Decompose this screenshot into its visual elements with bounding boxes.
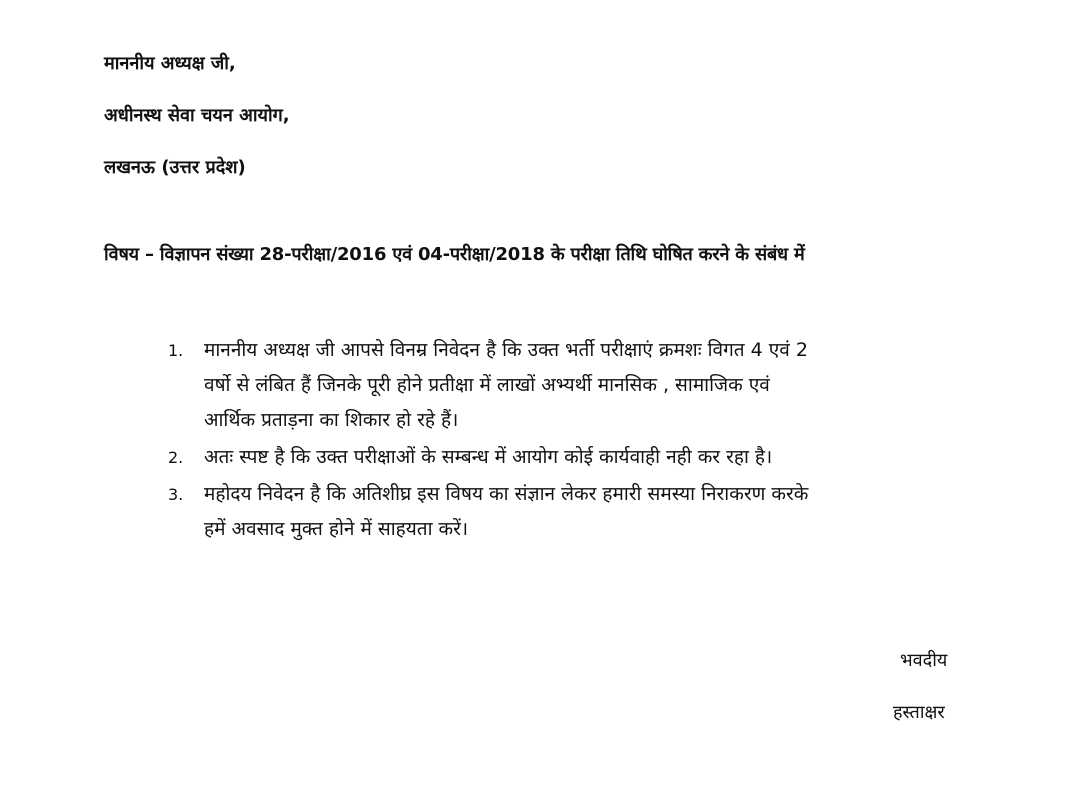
point-item-1 xyxy=(168,333,968,438)
addressee-line-1: माननीय अध्यक्ष जी, xyxy=(104,53,236,74)
point-item-3 xyxy=(168,477,968,547)
point-number: 2. xyxy=(168,448,184,467)
point-text-line: हमें अवसाद मुक्त होने में साहयता करें। xyxy=(204,518,469,540)
point-number: 3. xyxy=(168,485,184,504)
point-item-2 xyxy=(168,440,968,475)
addressee-line-3: लखनऊ (उत्तर प्रदेश) xyxy=(104,157,246,178)
point-number: 1. xyxy=(168,341,184,360)
subject-line: विषय – विज्ञापन संख्या 28-परीक्षा/2016 एवं 04-परीक्षा/2018 के परीक्षा तिथि घोषित करने के संबंध में xyxy=(104,244,805,265)
valediction: भवदीय xyxy=(900,650,948,671)
point-text-line: आर्थिक प्रताड़ना का शिकार हो रहे हैं। xyxy=(204,409,459,431)
point-text-line: अतः स्पष्ट है कि उक्त परीक्षाओं के सम्बन्ध में आयोग कोई कार्यवाही नही कर रहा है। xyxy=(204,446,773,468)
signature-label: हस्ताक्षर xyxy=(893,702,945,723)
request-points-list xyxy=(168,333,968,549)
point-text-line: माननीय अध्यक्ष जी आपसे विनम्र निवेदन है कि उक्त भर्ती परीक्षाएं क्रमशः विगत 4 एवं 2 xyxy=(204,339,808,361)
point-text-line: महोदय निवेदन है कि अतिशीघ्र इस विषय का संज्ञान लेकर हमारी समस्या निराकरण करके xyxy=(204,483,809,505)
point-text-line: वर्षो से लंबित हैं जिनके पूरी होने प्रतीक्षा में लाखों अभ्यर्थी मानसिक , सामाजिक एवं xyxy=(204,374,770,396)
addressee-line-2: अधीनस्थ सेवा चयन आयोग, xyxy=(104,105,290,126)
